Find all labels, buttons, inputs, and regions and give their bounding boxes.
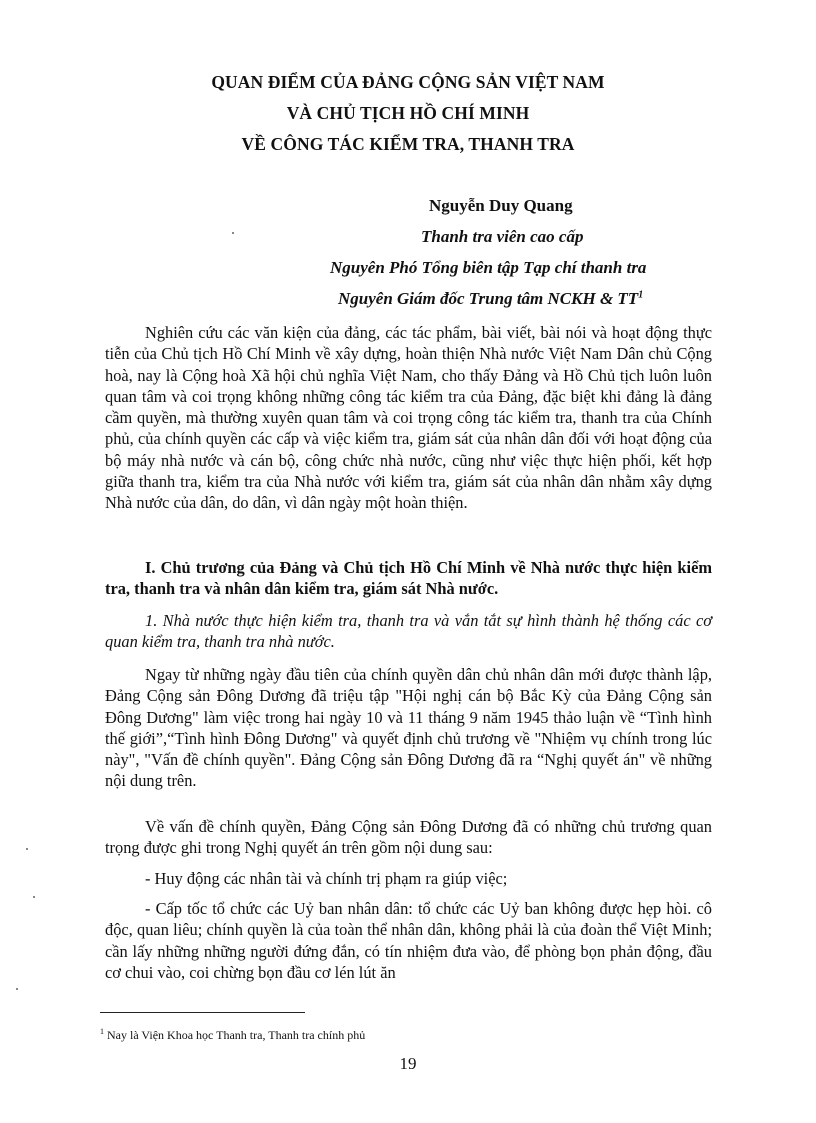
intro-paragraph: Nghiên cứu các văn kiện của đảng, các tác phẩm, bài viết, bài nói và hoạt động thực tiễn của Chủ tịch Hồ Chí Minh về xây dựng, hoàn thiện Nhà nước Việt Nam Dân chủ Cộng hoà, nay là Cộng hoà Xã hội chủ nghĩa Việt Nam, cho thấy Đảng và Hồ Chủ tịch luôn luôn quan tâm và coi trọng không những công tác kiểm tra của Đảng, đặc biệt khi đảng là đảng cầm quyền, mà thường xuyên quan tâm và coi trọng công tác kiểm tra, thanh tra của Chính phủ, của chính quyền các cấp và việc kiểm tra, giám sát của nhân dân đối với hoạt động của bộ máy nhà nước và cán bộ, công chức nhà nước, cũng như việc thực hiện phối, kết hợp giữa thanh tra, kiểm tra của Nhà nước với kiểm tra, giám sát của nhân dân nhằm xây dựng Nhà nước của dân, do dân, vì dân ngày một hoàn thiện. — [105, 323, 712, 513]
scan-speck — [26, 848, 28, 850]
author-footnote-mark: 1 — [638, 289, 644, 301]
paragraph-1: Ngay từ những ngày đầu tiên của chính quyền dân chủ nhân dân mới được thành lập, Đảng Cộng sản Đông Dương đã triệu tập "Hội nghị cán bộ Bắc Kỳ của Đảng Cộng sản Đông Dương" làm việc trong hai ngày 10 và 11 tháng 9 năm 1945 thảo luận về “Tình hình thế giới”,“Tình hình Đông Dương" và quyết định chủ trương về "Nhiệm vụ chính trong lúc này", "Vấn đề chính quyền". Đảng Cộng sản Đông Dương đã ra “Nghị quyết án" về những nội dung trên. — [105, 665, 712, 791]
title-line-3: VỀ CÔNG TÁC KIỂM TRA, THANH TRA — [241, 134, 575, 154]
footnote-divider — [100, 1012, 305, 1013]
scan-speck — [232, 232, 234, 234]
author-name: Nguyễn Duy Quang — [429, 196, 573, 215]
author-role-2: Nguyên Phó Tổng biên tập Tạp chí thanh tra — [330, 258, 647, 277]
section-1-heading: I. Chủ trương của Đảng và Chủ tịch Hồ Chí Minh về Nhà nước thực hiện kiểm tra, thanh tra và nhân dân kiểm tra, giám sát Nhà nước. — [105, 558, 712, 599]
paragraph-2-block — [105, 816, 712, 859]
title-line-2: VÀ CHỦ TỊCH HỒ CHÍ MINH — [286, 103, 530, 123]
subsection-1-block — [105, 610, 712, 653]
intro-block — [105, 322, 712, 514]
bullet-1: - Huy động các nhân tài và chính trị phạm ra giúp việc; — [145, 869, 508, 888]
scan-speck — [16, 988, 18, 990]
page-number: 19 — [399, 1054, 417, 1073]
footnote — [100, 1028, 365, 1043]
scan-speck — [33, 896, 35, 898]
bullet-1-block — [105, 868, 712, 889]
author-role-1: Thanh tra viên cao cấp — [421, 227, 584, 246]
bullet-2-block — [105, 898, 712, 983]
footnote-mark: 1 — [100, 1027, 104, 1036]
author-role-3: Nguyên Giám đốc Trung tâm NCKH & $TT^1$ — [338, 289, 644, 308]
subsection-1-heading: 1. Nhà nước thực hiện kiểm tra, thanh tra và vắn tắt sự hình thành hệ thống các cơ quan kiểm tra, thanh tra nhà nước. — [105, 611, 712, 652]
bullet-2: - Cấp tốc tổ chức các Uỷ ban nhân dân: tổ chức các Uỷ ban không được hẹp hòi. cô độc, quan liêu; chính quyền là của toàn thể nhân dân, không phải là của đoàn thể Việt Minh; cần lấy những những người đứng đắn, có tín nhiệm đưa vào, để phòng bọn phản động, đầu cơ chui vào, coi chừng bọn đầu cơ lén lút ăn — [105, 899, 712, 982]
paragraph-1-block — [105, 664, 712, 792]
paragraph-2: Về vấn đề chính quyền, Đảng Cộng sản Đông Dương đã có những chủ trương quan trọng được ghi trong Nghị quyết án trên gồm nội dung sau: — [105, 817, 712, 858]
title-line-1: QUAN ĐIỂM CỦA ĐẢNG CỘNG SẢN VIỆT NAM — [211, 72, 605, 92]
section-1-block — [105, 557, 712, 600]
footnote-text: Nay là Viện Khoa học Thanh tra, Thanh tra chính phủ — [107, 1028, 366, 1042]
